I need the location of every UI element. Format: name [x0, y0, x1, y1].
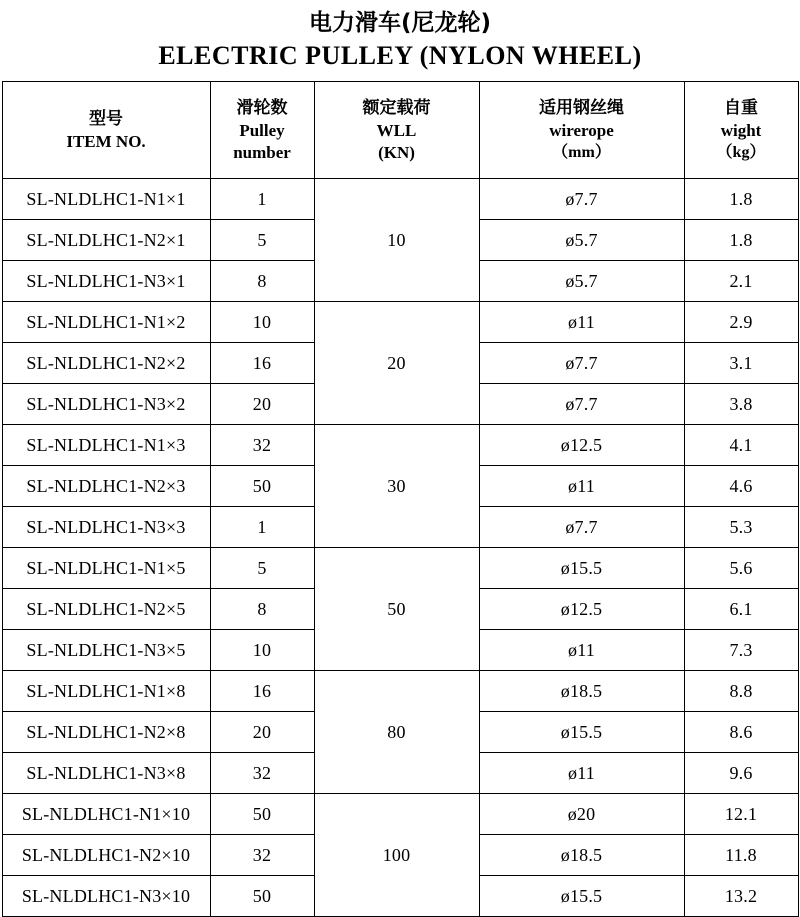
cell-item-no: SL-NLDLHC1-N1×1: [2, 179, 210, 220]
table-header: [2, 82, 798, 179]
cell-pulley-number: 32: [210, 425, 314, 466]
cell-item-no: SL-NLDLHC1-N3×2: [2, 384, 210, 425]
cell-weight: 5.3: [684, 507, 798, 548]
cell-item-no: SL-NLDLHC1-N3×1: [2, 261, 210, 302]
column-header-weight: [684, 82, 798, 179]
column-header-pulley-number: [210, 82, 314, 179]
cell-item-no: SL-NLDLHC1-N2×10: [2, 835, 210, 876]
cell-weight: 13.2: [684, 876, 798, 917]
column-header-weight-cn: 自重: [724, 97, 758, 118]
cell-item-no: SL-NLDLHC1-N1×8: [2, 671, 210, 712]
cell-weight: 2.1: [684, 261, 798, 302]
cell-pulley-number: 8: [210, 261, 314, 302]
cell-item-no: SL-NLDLHC1-N2×5: [2, 589, 210, 630]
column-header-pulley-number-cn: 滑轮数: [236, 97, 288, 118]
cell-wirerope: ø15.5: [479, 876, 684, 917]
cell-pulley-number: 50: [210, 794, 314, 835]
cell-wirerope: ø11: [479, 630, 684, 671]
cell-pulley-number: 16: [210, 671, 314, 712]
table-header-row: [2, 82, 798, 179]
table-row: [2, 548, 798, 589]
cell-wirerope: ø15.5: [479, 548, 684, 589]
column-header-item-no-cn: 型号: [89, 108, 123, 129]
cell-weight: 8.6: [684, 712, 798, 753]
cell-wll: 10: [314, 179, 479, 302]
cell-item-no: SL-NLDLHC1-N1×2: [2, 302, 210, 343]
cell-weight: 3.1: [684, 343, 798, 384]
cell-pulley-number: 50: [210, 876, 314, 917]
cell-wll: 30: [314, 425, 479, 548]
page-title-english: ELECTRIC PULLEY (NYLON WHEEL): [158, 41, 642, 70]
cell-pulley-number: 10: [210, 302, 314, 343]
cell-weight: 2.9: [684, 302, 798, 343]
cell-wirerope: ø18.5: [479, 835, 684, 876]
table-row: [2, 794, 798, 835]
cell-pulley-number: 50: [210, 466, 314, 507]
cell-item-no: SL-NLDLHC1-N2×3: [2, 466, 210, 507]
column-header-item-no: [2, 82, 210, 179]
column-header-wll-en2: (KN): [378, 142, 415, 162]
table-row: [2, 179, 798, 220]
cell-weight: 4.1: [684, 425, 798, 466]
cell-pulley-number: 20: [210, 712, 314, 753]
cell-weight: 5.6: [684, 548, 798, 589]
cell-item-no: SL-NLDLHC1-N2×1: [2, 220, 210, 261]
cell-item-no: SL-NLDLHC1-N3×3: [2, 507, 210, 548]
cell-pulley-number: 5: [210, 548, 314, 589]
cell-wirerope: ø11: [479, 753, 684, 794]
cell-weight: 4.6: [684, 466, 798, 507]
cell-weight: 12.1: [684, 794, 798, 835]
cell-wirerope: ø15.5: [479, 712, 684, 753]
cell-weight: 8.8: [684, 671, 798, 712]
cell-weight: 11.8: [684, 835, 798, 876]
page-title-chinese: 电力滑车(尼龙轮): [308, 10, 492, 36]
cell-wirerope: ø7.7: [479, 384, 684, 425]
cell-wirerope: ø20: [479, 794, 684, 835]
column-header-weight-en2: （kg）: [716, 143, 766, 161]
cell-weight: 1.8: [684, 179, 798, 220]
cell-weight: 6.1: [684, 589, 798, 630]
cell-weight: 1.8: [684, 220, 798, 261]
cell-pulley-number: 20: [210, 384, 314, 425]
cell-wirerope: ø7.7: [479, 507, 684, 548]
column-header-wirerope-cn: 适用钢丝绳: [539, 97, 624, 118]
cell-wirerope: ø12.5: [479, 589, 684, 630]
column-header-weight-en1: wight: [720, 120, 762, 140]
cell-weight: 9.6: [684, 753, 798, 794]
cell-wirerope: ø7.7: [479, 179, 684, 220]
cell-wll: 50: [314, 548, 479, 671]
cell-wirerope: ø11: [479, 466, 684, 507]
cell-pulley-number: 32: [210, 753, 314, 794]
cell-item-no: SL-NLDLHC1-N1×5: [2, 548, 210, 589]
cell-wll: 100: [314, 794, 479, 917]
specification-table: [2, 81, 799, 917]
cell-wll: 20: [314, 302, 479, 425]
cell-weight: 3.8: [684, 384, 798, 425]
cell-pulley-number: 1: [210, 179, 314, 220]
cell-item-no: SL-NLDLHC1-N3×5: [2, 630, 210, 671]
cell-wll: 80: [314, 671, 479, 794]
cell-pulley-number: 8: [210, 589, 314, 630]
cell-pulley-number: 10: [210, 630, 314, 671]
cell-pulley-number: 32: [210, 835, 314, 876]
column-header-wirerope-en1: wirerope: [549, 120, 614, 140]
cell-wirerope: ø18.5: [479, 671, 684, 712]
cell-weight: 7.3: [684, 630, 798, 671]
cell-item-no: SL-NLDLHC1-N3×8: [2, 753, 210, 794]
column-header-wirerope: [479, 82, 684, 179]
column-header-wirerope-en2: （mm）: [552, 143, 611, 161]
column-header-item-no-en: ITEM NO.: [66, 131, 146, 151]
column-header-pulley-number-en1: Pulley: [239, 120, 285, 140]
column-header-wll: [314, 82, 479, 179]
cell-wirerope: ø5.7: [479, 220, 684, 261]
cell-pulley-number: 16: [210, 343, 314, 384]
cell-item-no: SL-NLDLHC1-N3×10: [2, 876, 210, 917]
table-body: [2, 179, 798, 917]
column-header-wll-en1: WLL: [376, 120, 417, 140]
cell-wirerope: ø12.5: [479, 425, 684, 466]
cell-wirerope: ø7.7: [479, 343, 684, 384]
cell-pulley-number: 5: [210, 220, 314, 261]
cell-item-no: SL-NLDLHC1-N2×2: [2, 343, 210, 384]
document-title-block: [0, 0, 800, 72]
cell-wirerope: ø5.7: [479, 261, 684, 302]
cell-item-no: SL-NLDLHC1-N2×8: [2, 712, 210, 753]
column-header-wll-cn: 额定载荷: [362, 97, 431, 118]
cell-item-no: SL-NLDLHC1-N1×3: [2, 425, 210, 466]
cell-item-no: SL-NLDLHC1-N1×10: [2, 794, 210, 835]
table-row: [2, 302, 798, 343]
table-row: [2, 425, 798, 466]
cell-wirerope: ø11: [479, 302, 684, 343]
cell-pulley-number: 1: [210, 507, 314, 548]
column-header-pulley-number-en2: number: [233, 142, 291, 162]
table-row: [2, 671, 798, 712]
